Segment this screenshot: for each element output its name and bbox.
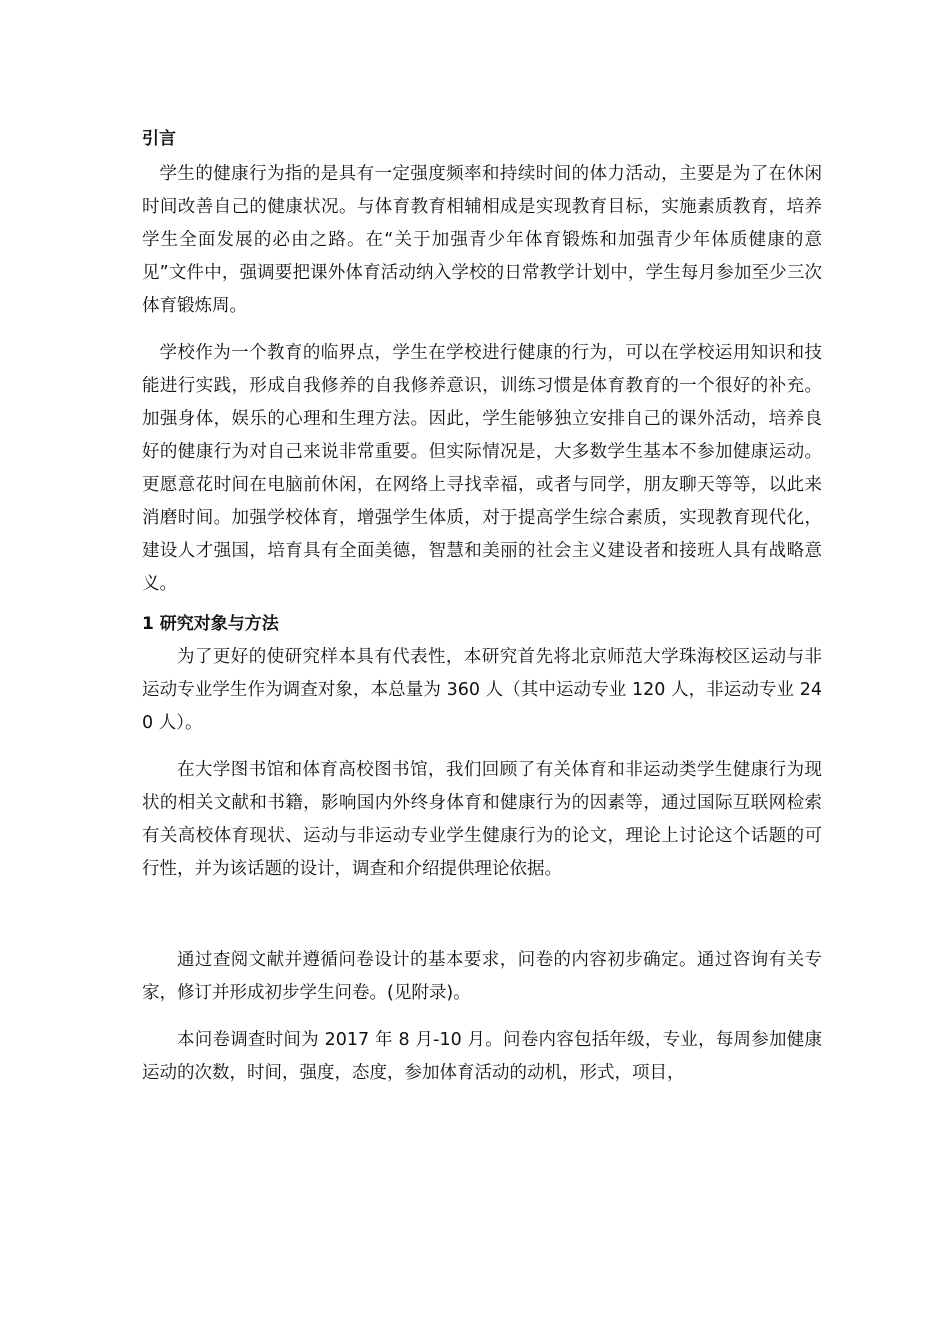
intro-heading: 引言 xyxy=(142,129,176,149)
section-1-paragraph-4: 本问卷调查时间为 2017 年 8 月-10 月。问卷内容包括年级，专业，每周参加健康运动的次数，时间，强度，态度，参加体育活动的动机，形式，项目， xyxy=(142,1030,822,1083)
section-1-paragraph-3: 通过查阅文献并遵循问卷设计的基本要求，问卷的内容初步确定。通过咨询有关专家，修订并形成初步学生问卷。(见附录)。 xyxy=(142,950,822,1003)
section-1-paragraph-2: 在大学图书馆和体育高校图书馆，我们回顾了有关体育和非运动类学生健康行为现状的相关文献和书籍，影响国内外终身体育和健康行为的因素等，通过国际互联网检索有关高校体育现状、运动与非运动专业学生健康行为的论文，理论上讨论这个话题的可行性，并为该话题的设计，调查和介绍提供理论依据。 xyxy=(142,760,822,879)
section-1-paragraph-1: 为了更好的使研究样本具有代表性，本研究首先将北京师范大学珠海校区运动与非运动专业学生作为调查对象，本总量为 360 人（其中运动专业 120 人，非运动专业 240 人）。 xyxy=(142,647,822,733)
intro-paragraph-1: 学生的健康行为指的是具有一定强度频率和持续时间的体力活动，主要是为了在休闲时间改善自己的健康状况。与体育教育相辅相成是实现教育目标，实施素质教育，培养学生全面发展的必由之路。在“关于加强青少年体育锻炼和加强青少年体质健康的意见”文件中，强调要把课外体育活动纳入学校的日常教学计划中，学生每月参加至少三次体育锻炼周。 xyxy=(142,164,822,316)
document-body xyxy=(142,124,822,1090)
intro-paragraph-2: 学校作为一个教育的临界点，学生在学校进行健康的行为，可以在学校运用知识和技能进行实践，形成自我修养的自我修养意识，训练习惯是体育教育的一个很好的补充。加强身体，娱乐的心理和生理方法。因此，学生能够独立安排自己的课外活动，培养良好的健康行为对自己来说非常重要。但实际情况是，大多数学生基本不参加健康运动。更愿意花时间在电脑前休闲，在网络上寻找幸福，或者与同学，朋友聊天等等，以此来消磨时间。加强学校体育，增强学生体质，对于提高学生综合素质，实现教育现代化，建设人才强国，培育具有全面美德，智慧和美丽的社会主义建设者和接班人具有战略意义。 xyxy=(142,343,822,594)
section-1-heading: 1 研究对象与方法 xyxy=(142,614,279,634)
